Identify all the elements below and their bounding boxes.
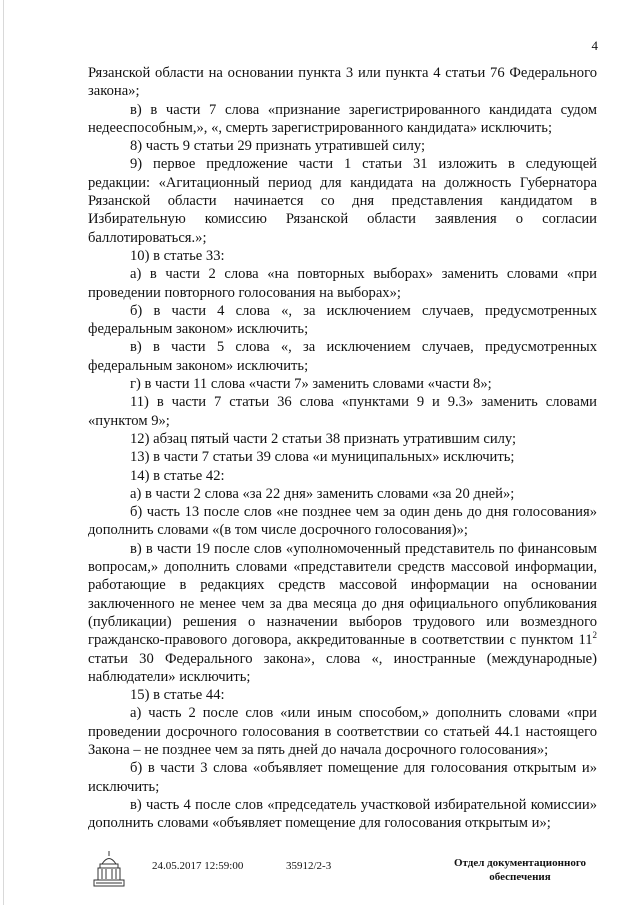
footer-datetime: 24.05.2017 12:59:00 — [152, 860, 244, 872]
paragraph: 10) в статье 33: — [130, 247, 225, 264]
superscript: 2 — [592, 630, 597, 641]
scan-edge — [3, 0, 4, 905]
paragraph: в) в части 7 слова «признание зарегистрированного кандидата судом недееспособным,», «, смерть зарегистрированного кандидата» исключить; — [88, 101, 597, 136]
paragraph — [88, 540, 597, 686]
paragraph: 14) в статье 42: — [130, 467, 225, 484]
paragraph: г) в части 11 слова «части 7» заменить словами «части 8»; — [130, 376, 492, 393]
paragraph-text: в) в части 19 после слов «уполномоченный представитель по финансовым вопросам,» дополнить словами «представители средств массовой информации, работающие в редакциях средств массовой информации на основании заключенного не менее чем за два месяца до дня официального опубликования (публикации) решения о назначении выборов трудового или возмездного гражданско-правового договора, аккредитованные в соответствии с пунктом 11 — [88, 540, 597, 649]
paragraph: 15) в статье 44: — [130, 687, 225, 704]
paragraph: б) в части 4 слова «, за исключением случаев, предусмотренных федеральным законом» исключить; — [88, 302, 597, 338]
paragraph: 11) в части 7 статьи 36 слова «пунктами 9 и 9.3» заменить словами «пунктом 9»; — [88, 394, 597, 429]
paragraph: 12) абзац пятый части 2 статьи 38 признать утратившим силу; — [130, 430, 517, 447]
page-number: 4 — [591, 38, 598, 53]
footer-department-line: обеспечения — [489, 871, 551, 883]
paragraph: 8) часть 9 статьи 29 признать утратившей силу; — [130, 138, 426, 155]
paragraph: б) в части 3 слова «объявляет помещение для голосования открытым и» исключить; — [88, 760, 597, 795]
footer-doc-code: 35912/2-3 — [286, 860, 332, 872]
paragraph: а) в части 2 слова «на повторных выборах» заменить словами «при проведении повторного голосования на выборах»; — [88, 266, 597, 301]
paragraph: а) часть 2 после слов «или иным способом,» дополнить словами «при проведении досрочного голосования в соответствии со статьей 44.1 настоящего Закона – не позднее чем за пять дней до начала досрочного голосования»; — [88, 705, 597, 758]
paragraph: Рязанской области на основании пункта 3 или пункта 4 статьи 76 Федерального закона»; — [88, 65, 597, 100]
paragraph: 9) первое предложение части 1 статьи 31 изложить в следующей редакции: «Агитационный период для кандидата на должность Губернатора Рязанской области начинается со дня представления кандидатом в Избирательную комиссию Рязанской области заявления о согласии баллотироваться.»; — [88, 156, 597, 246]
paragraph: в) в части 5 слова «, за исключением случаев, предусмотренных федеральным законом» исключить; — [88, 339, 597, 374]
paragraph: а) в части 2 слова «за 22 дня» заменить словами «за 20 дней»; — [130, 485, 515, 502]
paragraph: б) часть 13 после слов «не позднее чем за один день до дня голосования» дополнить словами «(в том числе досрочного голосования)»; — [88, 504, 597, 539]
document-body — [88, 64, 597, 832]
paragraph-text: статьи 30 Федерального закона», слова «, иностранные (международные) наблюдатели» исключить; — [88, 650, 597, 685]
footer-department — [430, 856, 610, 884]
duma-emblem-icon — [90, 848, 128, 890]
footer-department-line: Отдел документационного — [453, 857, 587, 869]
paragraph: 13) в части 7 статьи 39 слова «и муниципальных» исключить; — [130, 449, 515, 466]
paragraph: в) часть 4 после слов «председатель участковой избирательной комиссии» дополнить словами «объявляет помещение для голосования открытым и»; — [88, 796, 597, 832]
